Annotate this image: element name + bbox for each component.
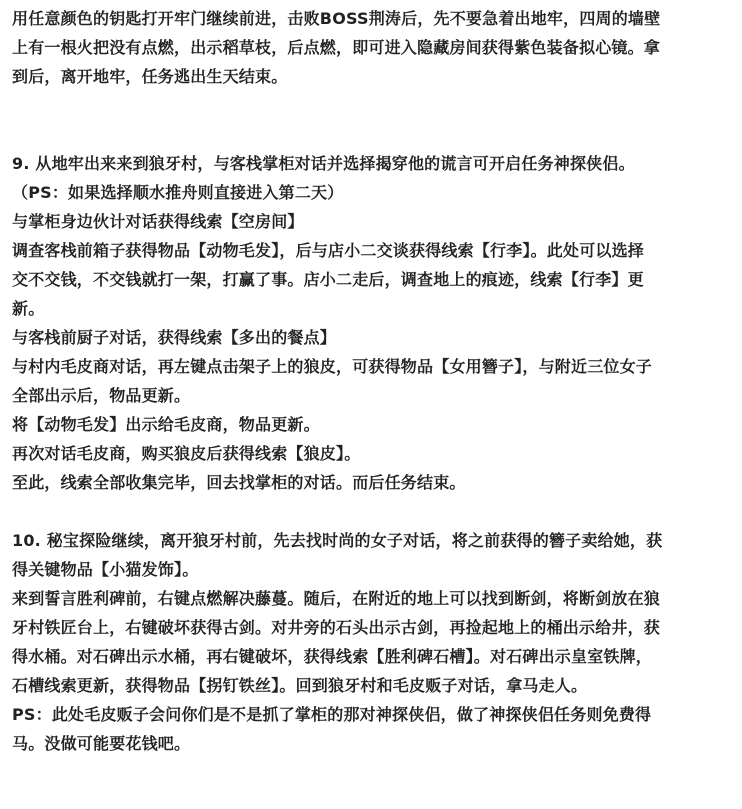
text-line: 全部出示后，物品更新。 xyxy=(12,386,191,405)
intro-paragraph xyxy=(12,4,738,91)
section-10 xyxy=(12,526,738,758)
paragraph-spacer xyxy=(12,497,738,526)
text-line: 将【动物毛发】出示给毛皮商，物品更新。 xyxy=(12,415,320,434)
section-heading: 10. 秘宝探险继续，离开狼牙村前，先去找时尚的女子对话，将之前获得的簪子卖给她，获 xyxy=(12,531,663,550)
text-line: 与村内毛皮商对话，再左键点击架子上的狼皮，可获得物品【女用簪子】，与附近三位女子 xyxy=(12,357,653,376)
text-line: 调查客栈前箱子获得物品【动物毛发】，后与店小二交谈获得线索【行李】。此处可以选择 xyxy=(12,241,645,260)
text-line: 用任意颜色的钥匙打开牢门继续前进，击败BOSS荆涛后，先不要急着出地牢，四周的墙壁 xyxy=(12,9,661,28)
text-line: 上有一根火把没有点燃，出示稻草枝，后点燃，即可进入隐藏房间获得紫色装备拟心镜。拿 xyxy=(12,38,661,57)
text-line: 石槽线索更新，获得物品【拐钉铁丝】。回到狼牙村和毛皮贩子对话，拿马走人。 xyxy=(12,676,588,695)
text-line: 与掌柜身边伙计对话获得线索【空房间】 xyxy=(12,212,304,231)
text-line: 新。 xyxy=(12,299,45,318)
text-line: 交不交钱，不交钱就打一架，打赢了事。店小二走后，调查地上的痕迹，线索【行李】更 xyxy=(12,270,644,289)
text-line: 得关键物品【小猫发饰】。 xyxy=(12,560,199,579)
text-line: 来到誓言胜利碑前，右键点燃解决藤蔓。随后，在附近的地上可以找到断剑，将断剑放在狼 xyxy=(12,589,661,608)
text-line: 得水桶。对石碑出示水桶，再右键破坏，获得线索【胜利碑石槽】。对石碑出示皇室铁牌， xyxy=(12,647,653,666)
text-line: 至此，线索全部收集完毕，回去找掌柜的对话。而后任务结束。 xyxy=(12,473,466,492)
text-line: （PS：如果选择顺水推舟则直接进入第二天） xyxy=(12,183,344,202)
text-line: 马。没做可能要花钱吧。 xyxy=(12,734,191,753)
text-line: PS：此处毛皮贩子会问你们是不是抓了掌柜的那对神探侠侣，做了神探侠侣任务则免费得 xyxy=(12,705,652,724)
article-body xyxy=(12,4,738,758)
paragraph-spacer xyxy=(12,91,738,149)
text-line: 再次对话毛皮商，购买狼皮后获得线索【狼皮】。 xyxy=(12,444,361,463)
section-heading: 9. 从地牢出来来到狼牙村，与客栈掌柜对话并选择揭穿他的谎言可开启任务神探侠侣。 xyxy=(12,154,635,173)
text-line: 到后，离开地牢，任务逃出生天结束。 xyxy=(12,67,288,86)
section-9 xyxy=(12,149,738,497)
text-line: 与客栈前厨子对话，获得线索【多出的餐点】 xyxy=(12,328,337,347)
text-line: 牙村铁匠台上，右键破坏获得古剑。对井旁的石头出示古剑，再捡起地上的桶出示给井，获 xyxy=(12,618,661,637)
